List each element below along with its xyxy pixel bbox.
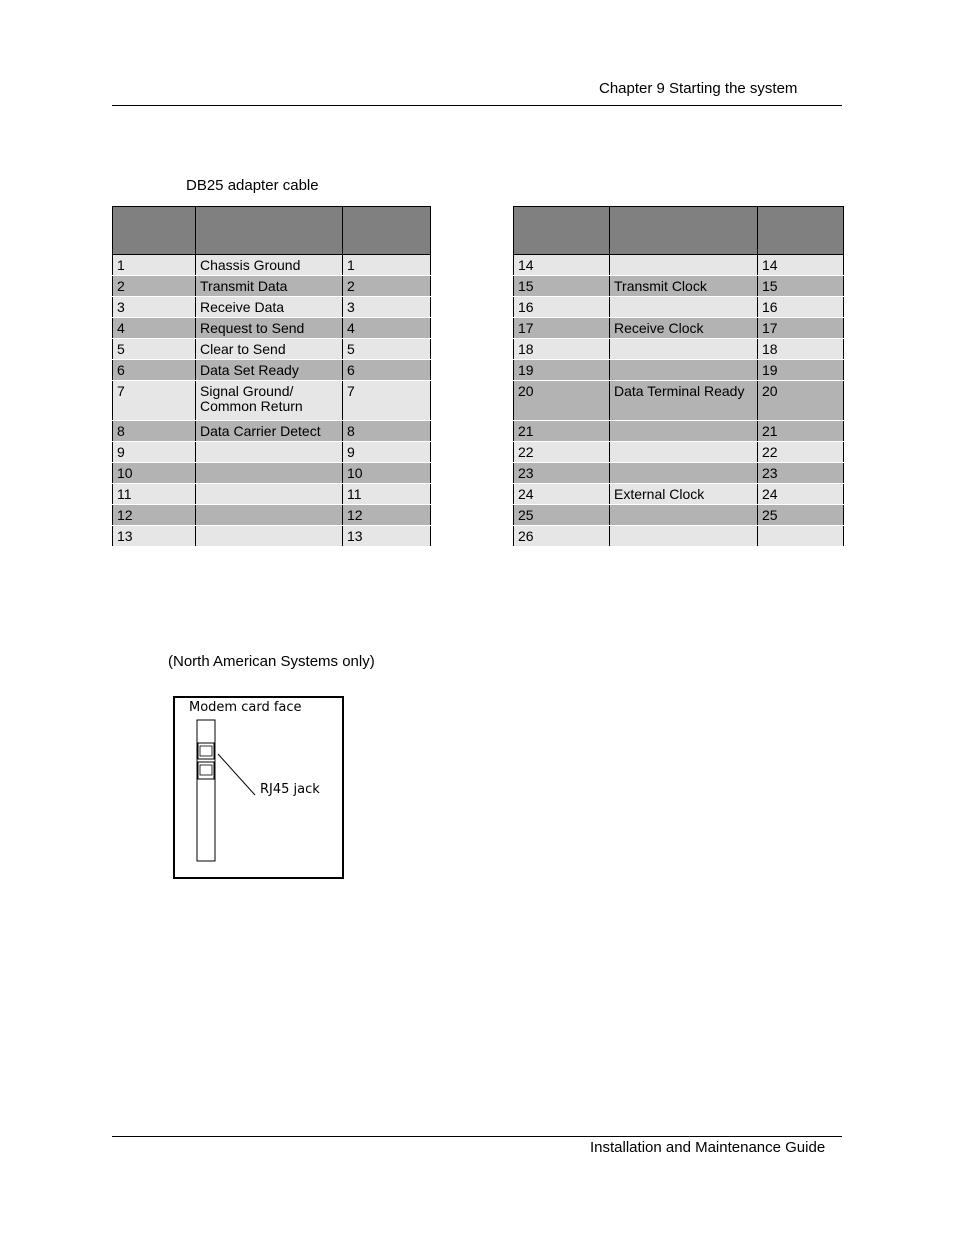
table-header-row <box>514 207 844 255</box>
pin-cell: 21 <box>514 421 610 442</box>
table-row <box>514 442 844 463</box>
signal-cell: External Clock <box>610 484 758 505</box>
pin-cell: 19 <box>514 360 610 381</box>
pin-cell: 17 <box>758 318 844 339</box>
signal-cell <box>610 442 758 463</box>
pin-cell: 19 <box>758 360 844 381</box>
header-cell <box>758 207 844 255</box>
pin-cell: 10 <box>343 463 431 484</box>
table-row <box>514 360 844 381</box>
pin-cell: 1 <box>343 255 431 276</box>
pin-cell: 26 <box>514 526 610 547</box>
signal-cell <box>610 421 758 442</box>
signal-cell <box>196 463 343 484</box>
guide-title: Installation and Maintenance Guide <box>590 1139 826 1156</box>
signal-cell: Data Carrier Detect <box>196 421 343 442</box>
signal-cell <box>196 505 343 526</box>
table-header-row <box>113 207 431 255</box>
pin-cell <box>758 526 844 547</box>
table-row <box>113 255 431 276</box>
pin-cell: 24 <box>514 484 610 505</box>
pin-cell: 13 <box>343 526 431 547</box>
header-cell <box>514 207 610 255</box>
signal-cell <box>196 442 343 463</box>
db25-caption: DB25 adapter cable <box>186 177 319 194</box>
pin-cell: 22 <box>514 442 610 463</box>
pin-cell: 17 <box>514 318 610 339</box>
signal-cell: Chassis Ground <box>196 255 343 276</box>
signal-cell <box>610 339 758 360</box>
pin-cell: 16 <box>758 297 844 318</box>
table-row <box>113 463 431 484</box>
table-row <box>514 255 844 276</box>
table-row <box>514 484 844 505</box>
pin-cell: 18 <box>514 339 610 360</box>
signal-cell <box>610 505 758 526</box>
table-row <box>113 526 431 547</box>
pin-cell: 6 <box>113 360 196 381</box>
pin-cell: 14 <box>758 255 844 276</box>
table-row <box>514 505 844 526</box>
pin-cell: 13 <box>113 526 196 547</box>
signal-cell <box>610 526 758 547</box>
header-cell <box>196 207 343 255</box>
header-cell <box>343 207 431 255</box>
modem-card-figure <box>173 696 344 879</box>
pin-cell: 12 <box>343 505 431 526</box>
header-rule <box>112 105 842 106</box>
table-row <box>113 360 431 381</box>
north-american-caption: (North American Systems only) <box>168 653 375 670</box>
pin-cell: 4 <box>343 318 431 339</box>
signal-cell <box>610 297 758 318</box>
modem-card-face-label: Modem card face <box>189 700 302 715</box>
pin-cell: 3 <box>343 297 431 318</box>
signal-cell: Signal Ground/ Common Return <box>196 381 343 421</box>
chapter-title: Chapter 9 Starting the system <box>599 80 798 97</box>
pin-cell: 18 <box>758 339 844 360</box>
pin-cell: 12 <box>113 505 196 526</box>
pin-cell: 8 <box>113 421 196 442</box>
pin-cell: 10 <box>113 463 196 484</box>
pin-cell: 7 <box>113 381 196 421</box>
table-row <box>113 484 431 505</box>
pinout-table-right <box>513 206 844 547</box>
signal-cell <box>196 526 343 547</box>
signal-cell: Transmit Data <box>196 276 343 297</box>
footer-rule <box>112 1136 842 1137</box>
pin-cell: 6 <box>343 360 431 381</box>
pin-cell: 8 <box>343 421 431 442</box>
table-row <box>113 505 431 526</box>
table-row <box>514 381 844 421</box>
pin-cell: 23 <box>514 463 610 484</box>
table-row <box>113 421 431 442</box>
header-cell <box>113 207 196 255</box>
table-row <box>514 276 844 297</box>
signal-cell: Clear to Send <box>196 339 343 360</box>
pin-cell: 20 <box>758 381 844 421</box>
table-row <box>514 526 844 547</box>
pin-cell: 25 <box>758 505 844 526</box>
pin-cell: 2 <box>113 276 196 297</box>
table-row <box>514 297 844 318</box>
signal-cell: Receive Data <box>196 297 343 318</box>
signal-cell <box>196 484 343 505</box>
pin-cell: 14 <box>514 255 610 276</box>
pin-cell: 16 <box>514 297 610 318</box>
pin-cell: 23 <box>758 463 844 484</box>
pin-cell: 21 <box>758 421 844 442</box>
table-row <box>113 381 431 421</box>
card-faceplate <box>197 720 215 861</box>
rj45-jack-label: RJ45 jack <box>260 782 320 797</box>
signal-cell <box>610 463 758 484</box>
pin-cell: 5 <box>113 339 196 360</box>
pin-cell: 3 <box>113 297 196 318</box>
jack-leader-line <box>218 754 255 795</box>
header-cell <box>610 207 758 255</box>
table-row <box>514 463 844 484</box>
signal-cell <box>610 360 758 381</box>
pin-cell: 4 <box>113 318 196 339</box>
pin-cell: 11 <box>113 484 196 505</box>
pin-cell: 9 <box>113 442 196 463</box>
table-row <box>113 276 431 297</box>
pin-cell: 11 <box>343 484 431 505</box>
signal-cell: Data Set Ready <box>196 360 343 381</box>
signal-cell: Transmit Clock <box>610 276 758 297</box>
pin-cell: 15 <box>514 276 610 297</box>
table-row <box>113 318 431 339</box>
pin-cell: 9 <box>343 442 431 463</box>
table-row <box>514 339 844 360</box>
pin-cell: 5 <box>343 339 431 360</box>
pin-cell: 25 <box>514 505 610 526</box>
pin-cell: 24 <box>758 484 844 505</box>
table-row <box>113 297 431 318</box>
pin-cell: 1 <box>113 255 196 276</box>
table-row <box>514 421 844 442</box>
pin-cell: 20 <box>514 381 610 421</box>
signal-cell: Request to Send <box>196 318 343 339</box>
table-row <box>113 339 431 360</box>
pinout-table-left <box>112 206 431 547</box>
table-row <box>113 442 431 463</box>
pin-cell: 2 <box>343 276 431 297</box>
pin-cell: 22 <box>758 442 844 463</box>
signal-cell: Data Terminal Ready <box>610 381 758 421</box>
pin-cell: 15 <box>758 276 844 297</box>
pin-cell: 7 <box>343 381 431 421</box>
signal-cell: Receive Clock <box>610 318 758 339</box>
table-row <box>514 318 844 339</box>
signal-cell <box>610 255 758 276</box>
